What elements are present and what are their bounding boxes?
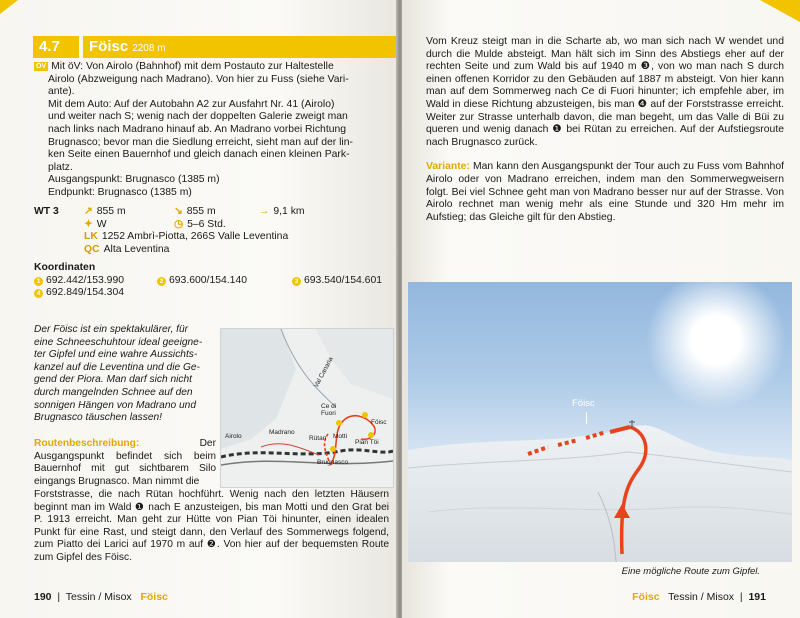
map-label-pian-toi: Pian Töi: [355, 439, 379, 446]
intro-line: ante).: [48, 86, 75, 98]
route-map: [220, 328, 394, 488]
waypoint-marker-icon: 4: [34, 289, 43, 298]
corner-tab-right: [760, 0, 800, 22]
italic-line: Brugnasco täuschen lassen!: [34, 412, 162, 424]
italic-line: sonnigen Hängen von Madrano und: [34, 399, 196, 411]
distance-value: 9,1 km: [273, 206, 305, 217]
intro-italic: [34, 324, 216, 425]
coordinate-value: 692.442/153.990: [46, 274, 125, 286]
tour-stats: [34, 206, 394, 256]
intro-line: ken Seite einen Bauernhof und gleich danach einen kleinen Park-: [48, 149, 350, 161]
qc-label: QC: [84, 243, 100, 255]
italic-line: durch mangelnden Schnee auf den: [34, 386, 193, 398]
italic-line: eine Schneeschuhtour ideal geeigne-: [34, 336, 203, 348]
footer-region: Tessin / Misox: [65, 591, 132, 603]
right-page: [402, 0, 800, 618]
intro-line: und weiter nach S; wenig nach der doppelten Galerie zweigt man: [48, 111, 348, 123]
intro-line: Brugnasco; bevor man die Siedlung erreicht, sieht man auf der lin-: [48, 136, 353, 148]
map-label-madrano: Madrano: [269, 429, 295, 436]
intro-line: Ausgangspunkt: Brugnasco (1385 m): [48, 174, 220, 186]
intro-line: Endpunkt: Brugnasco (1385 m): [48, 186, 192, 198]
italic-line: gend der Piora. Man darf sich nicht: [34, 374, 192, 386]
lk-value: 1252 Ambrì-Piotta, 266S Valle Leventina: [101, 231, 289, 243]
coordinates-heading: Koordinaten: [34, 262, 96, 273]
footer-left: 190 | Tessin / Misox Föisc: [34, 591, 168, 603]
map-label-airolo: Airolo: [225, 433, 242, 440]
coordinates: [34, 262, 394, 300]
footer-right: Föisc Tessin / Misox | 191: [632, 591, 766, 603]
duration-value: 5–6 Std.: [187, 218, 226, 230]
coordinate-value: 693.600/154.140: [169, 274, 248, 286]
intro-line: Mit dem Auto: Auf der Autobahn A2 zur Ausfahrt Nr. 41 (Airolo): [48, 98, 335, 110]
page-number: 190: [34, 591, 52, 603]
difficulty-grade: WT 3: [34, 206, 59, 217]
section-title-bar: [83, 36, 398, 58]
descent-icon: ↘: [174, 206, 183, 217]
coordinate-value: 693.540/154.601: [304, 274, 383, 286]
intro-line: nach links nach Madrano hinauf ab. An Madrano vorbei Richtung: [48, 123, 347, 135]
map-graphic: [221, 329, 393, 487]
summit-photo: [408, 282, 792, 562]
transport-badge-icon: ÖV: [36, 63, 47, 70]
lk-label: LK: [84, 231, 98, 243]
italic-line: ter Gipfel und eine wahre Aussichts-: [34, 349, 198, 361]
clock-icon: ◷: [174, 218, 184, 230]
intro-line: platz.: [48, 161, 73, 173]
ascent-value: 855 m: [96, 206, 126, 217]
map-label-brugnasco: Brugnasco: [317, 459, 349, 466]
page-number: 191: [748, 591, 766, 603]
map-label-motti: Motti: [333, 433, 348, 440]
photo-summit-label: Föisc: [572, 398, 595, 409]
section-number: 4.7: [33, 36, 79, 58]
italic-line: kanzel auf die Leventina und die Ge-: [34, 361, 200, 373]
left-page: [0, 0, 398, 618]
photo-caption: Eine mögliche Route zum Gipfel.: [621, 566, 760, 577]
section-header: [33, 36, 398, 58]
waypoint-marker-icon: 3: [292, 277, 301, 286]
corner-tab-left: [0, 0, 18, 14]
footer-title: Föisc: [140, 591, 168, 603]
route-description: Forststrasse, die nach Rütan hochführt. Wenig nach den letzten Häusern beginnt man im Wald ❶ nach E anzusteigen, bis man Motti und den Grat bei P. 1913 erreicht. Man geht zur Hütte von Pian Töi hinunter, einen idealen Punkt für eine Rast, und steigt dann, den Verlauf des Sommerwegs folgend, zum Piatto dei Larici auf 1970 m auf ❷. Von hier auf der bequemsten Route zum Gipfel des Föisc.: [34, 489, 389, 563]
map-label-rutan: Rütan: [309, 435, 327, 442]
direction-value: W: [96, 218, 107, 230]
map-label-val-canaria: Val Canaria: [312, 356, 335, 389]
variant-heading: Variante:: [426, 161, 470, 173]
intro-line: Mit öV: Von Airolo (Bahnhof) mit dem Postauto zur Haltestelle: [51, 61, 334, 72]
map-label-foisc: Föisc: [371, 419, 387, 426]
map-label-ce-di-fuori: Ce di Fuori: [321, 403, 337, 417]
section-elevation: 2208 m: [132, 43, 166, 54]
route-heading: Routenbeschreibung:: [34, 438, 140, 449]
descent-text: [426, 36, 784, 224]
route-text-narrow: Der Ausgangspunkt befindet sich beim Bauernhof mit gut sichtbarem Silo eingangs Brugnasco. Man nimmt die: [34, 438, 216, 487]
qc-value: Alta Leventina: [103, 243, 170, 255]
ascent-icon: ↗: [84, 206, 93, 217]
compass-icon: ✦: [84, 218, 93, 230]
variant-text: Man kann den Ausgangspunkt der Tour auch zu Fuss vom Bahnhof Airolo oder von Madrano erreichen, indem man den Sommerwegweisern folgt. Bei viel Schnee geht man von Madrano besser nur auf der Strasse. Von Airolo rechnet man wenig mehr als eine Stunde und 320 Hm mehr im Aufstieg; das Gleiche gilt für den Abstieg.: [426, 161, 785, 223]
route-description-start: [34, 438, 216, 488]
photo-label-pointer: [586, 412, 587, 424]
photo-graphic: [408, 282, 792, 562]
intro-line: Airolo (Abzweigung nach Madrano). Von hier zu Fuss (siehe Vari-: [48, 73, 349, 85]
footer-region: Tessin / Misox: [668, 591, 735, 603]
descent-value: 855 m: [186, 206, 216, 217]
coordinate-value: 692.849/154.304: [46, 287, 125, 299]
variant-paragraph: [426, 161, 784, 224]
footer-title: Föisc: [632, 591, 660, 603]
access-info: [34, 61, 389, 200]
waypoint-marker-icon: 2: [157, 277, 166, 286]
italic-line: Der Föisc ist ein spektakulärer, für: [34, 324, 189, 335]
waypoint-marker-icon: 1: [34, 277, 43, 286]
section-title: Föisc: [89, 38, 129, 55]
distance-icon: →: [259, 206, 270, 217]
descent-paragraph: Vom Kreuz steigt man in die Scharte ab, wo man sich nach W wendet und durch die Mulde absteigt. Man hält sich im Sinn des Abstiegs eher auf der rechten Seite und zum Wald bis auf 1940 m ❸, von wo man nach S durch einen offenen Korridor zu den Gebäuden auf 1887 m absteigt. Von hier kann man auf dem Sommerweg nach Ce di Fuori hinunter; ich empfehle aber, im Wald in diese Richtung abzusteigen, bis man ❹ auf der Forststrasse erreicht. Weiter zur Strasse unterhalb davon, die man begeht, um das Valle di Büi zu queren und wenig danach ❶ bei Rütan zu erreichen. Auf der Aufstiegsroute nach Brugnasco zurück.: [426, 36, 784, 148]
